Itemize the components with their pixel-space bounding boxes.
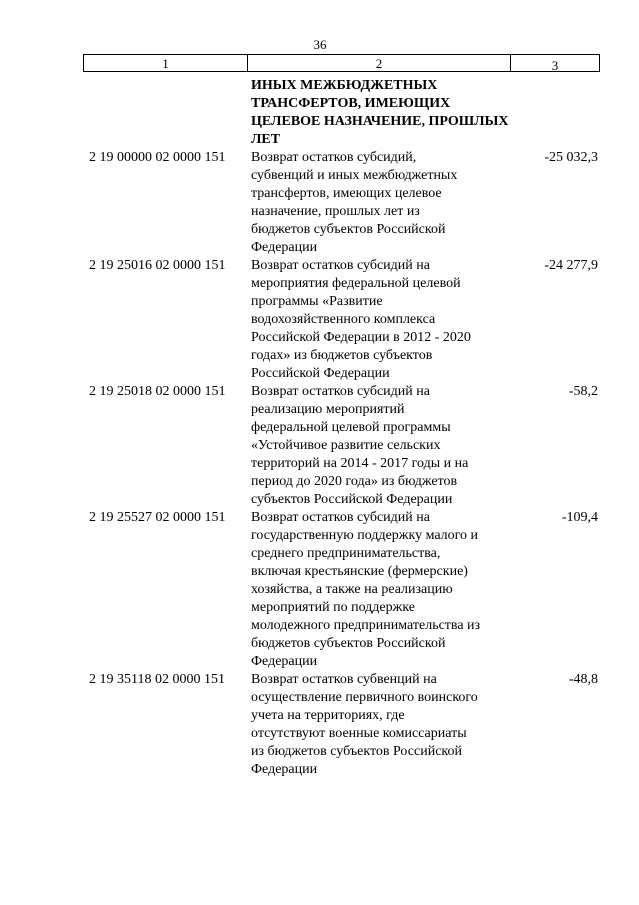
row-description: Возврат остатков субсидий на государственную поддержку малого и среднего предпринимательства, включая крестьянские (фермерские) хозяйства, а также на реализацию мероприятий по поддержке молодежного предпринимательства из бюджетов субъектов Российской Федерации bbox=[251, 510, 481, 669]
budget-code: 2 19 25016 02 0000 151 bbox=[89, 258, 226, 273]
budget-code: 2 19 25527 02 0000 151 bbox=[89, 510, 226, 525]
page-number: 36 bbox=[313, 37, 327, 52]
budget-code: 2 19 35118 02 0000 151 bbox=[89, 672, 225, 687]
table-header-col-2: 2 bbox=[248, 55, 511, 71]
continued-section-title: ИНЫХ МЕЖБЮДЖЕТНЫХ ТРАНСФЕРТОВ, ИМЕЮЩИХ ЦЕЛЕВОЕ НАЗНАЧЕНИЕ, ПРОШЛЫХ ЛЕТ bbox=[251, 78, 509, 147]
table-header-col-1: 1 bbox=[84, 55, 248, 71]
table-row bbox=[83, 257, 600, 383]
table-header-row bbox=[83, 54, 600, 72]
row-amount: -109,4 bbox=[561, 510, 598, 525]
table-row bbox=[83, 149, 600, 257]
row-description: Возврат остатков субсидий, субвенций и иных межбюджетных трансфертов, имеющих целевое назначение, прошлых лет из бюджетов субъектов Российской Федерации bbox=[251, 150, 458, 255]
table-header-col-3: 3 bbox=[551, 58, 559, 73]
budget-code: 2 19 25018 02 0000 151 bbox=[89, 384, 226, 399]
row-amount: -48,8 bbox=[568, 672, 598, 687]
row-description: Возврат остатков субсидий на мероприятия федеральной целевой программы «Развитие водохозяйственного комплекса Российской Федерации в 2012 - 2020 годах» из бюджетов субъектов Российской Федерации bbox=[251, 258, 471, 381]
table-row bbox=[83, 383, 600, 509]
row-description: Возврат остатков субсидий на реализацию мероприятий федеральной целевой программы «Устойчивое развитие сельских территорий на 2014 - 2017 годы и на период до 2020 года» из бюджетов субъектов Российской Федерации bbox=[251, 384, 469, 507]
row-amount: -25 032,3 bbox=[544, 150, 598, 165]
budget-code: 2 19 00000 02 0000 151 bbox=[89, 150, 226, 165]
table-row bbox=[83, 671, 600, 779]
table-body bbox=[83, 77, 600, 779]
table-row bbox=[83, 509, 600, 671]
row-amount: -24 277,9 bbox=[544, 258, 598, 273]
row-description: Возврат остатков субвенций на осуществление первичного воинского учета на территориях, где отсутствуют военные комиссариаты из бюджетов субъектов Российской Федерации bbox=[251, 672, 478, 777]
row-amount: -58,2 bbox=[568, 384, 598, 399]
